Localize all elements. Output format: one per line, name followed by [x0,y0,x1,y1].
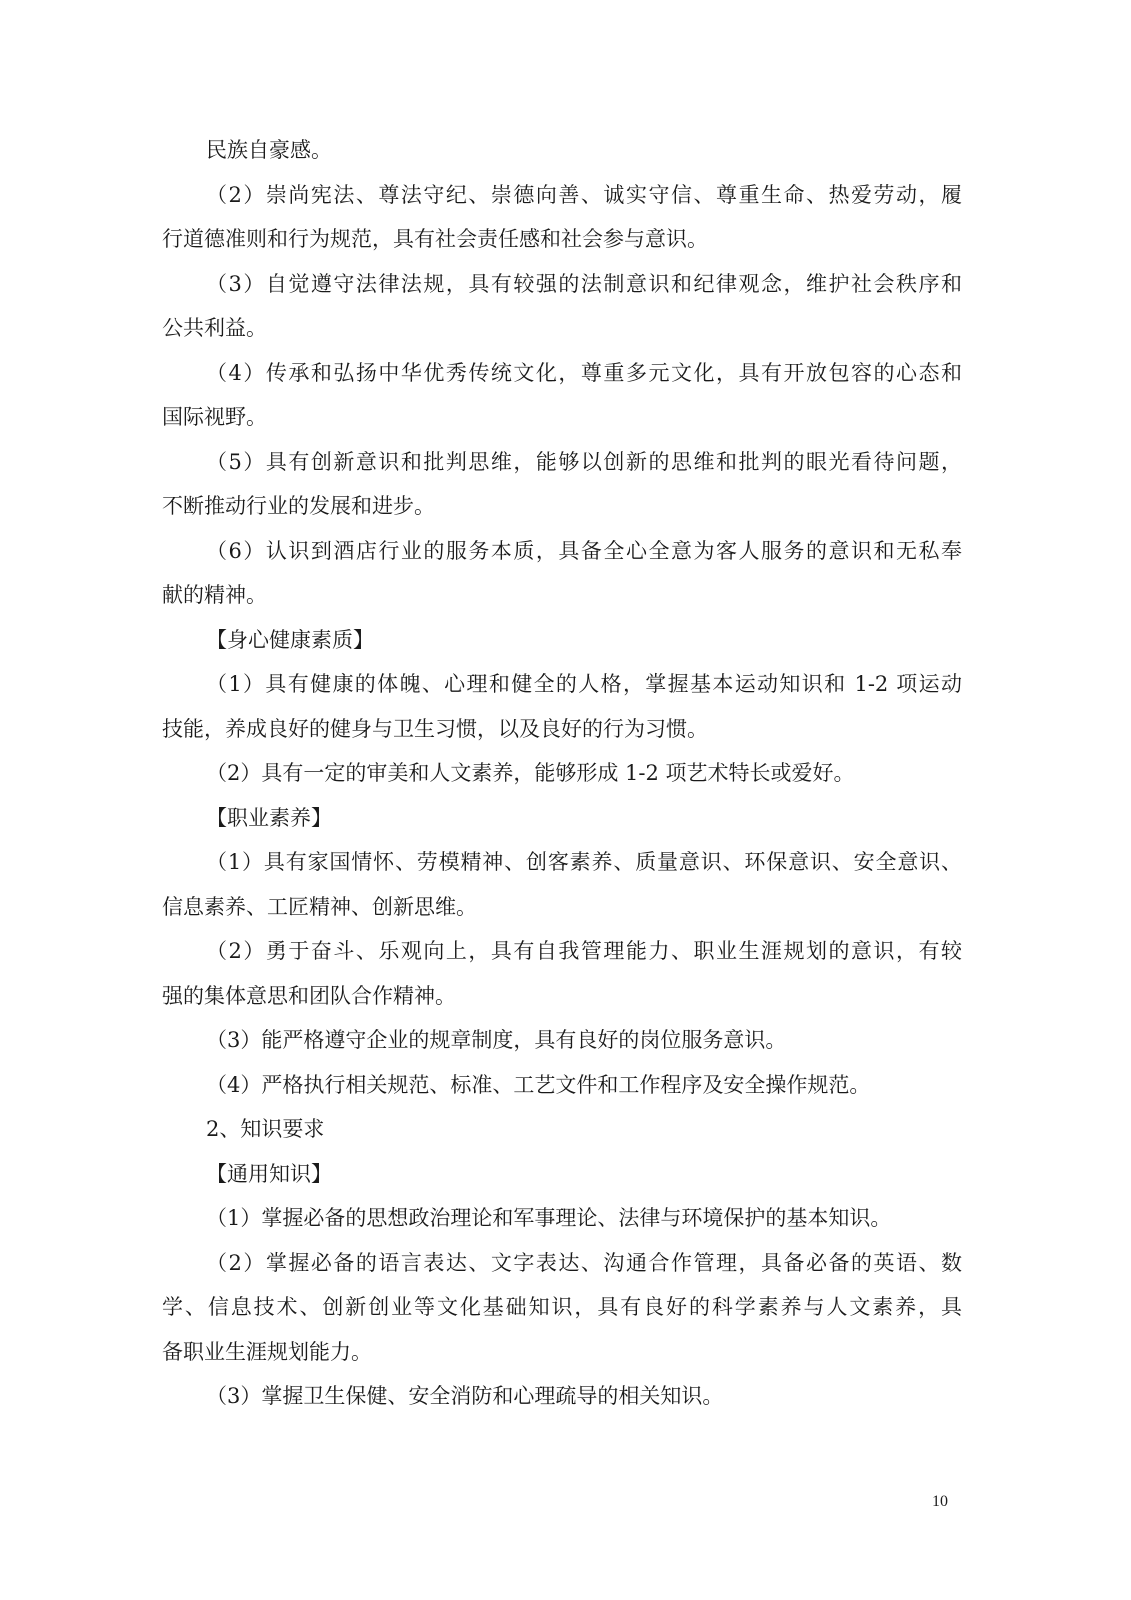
text-line: 不断推动行业的发展和进步。 [162,494,435,518]
text-line: 技能，养成良好的健身与卫生习惯，以及良好的行为习惯。 [162,716,708,741]
text-line: （4）严格执行相关规范、标准、工艺文件和工作程序及安全操作规范。 [206,1072,871,1097]
page-number: 10 [932,1493,948,1510]
text-line: （1）掌握必备的思想政治理论和军事理论、法律与环境保护的基本知识。 [206,1206,892,1230]
text-line: （2）勇于奋斗、乐观向上，具有自我管理能力、职业生涯规划的意识，有较 [206,939,962,963]
section-heading: 【身心健康素质】 [206,627,374,652]
text-line: （3）能严格遵守企业的规章制度，具有良好的岗位服务意识。 [206,1028,787,1052]
text-line: （6）认识到酒店行业的服务本质，具备全心全意为客人服务的意识和无私奉 [206,538,962,563]
text-line: （2）掌握必备的语言表达、文字表达、沟通合作管理，具备必备的英语、数 [206,1250,962,1275]
text-line: （5）具有创新意识和批判思维，能够以创新的思维和批判的眼光看待问题， [206,449,962,474]
text-line: （1）具有家国情怀、劳模精神、创客素养、质量意识、环保意识、安全意识、 [206,850,962,874]
section-heading: 【通用知识】 [206,1161,332,1186]
text-line: 强的集体意思和团队合作精神。 [162,983,456,1008]
section-heading: 【职业素养】 [206,805,332,830]
text-line: （3）自觉遵守法律法规，具有较强的法制意识和纪律观念，维护社会秩序和 [206,271,962,296]
text-line: （4）传承和弘扬中华优秀传统文化，尊重多元文化，具有开放包容的心态和 [206,360,962,385]
text-line: 民族自豪感。 [206,138,332,162]
text-line: （3）掌握卫生保健、安全消防和心理疏导的相关知识。 [206,1384,724,1408]
text-line: 公共利益。 [162,316,267,340]
text-line: （2）具有一定的审美和人文素养，能够形成 1-2 项艺术特长或爱好。 [206,761,855,785]
text-line: （2）崇尚宪法、尊法守纪、崇德向善、诚实守信、尊重生命、热爱劳动，履 [206,182,962,207]
text-line: 行道德准则和行为规范，具有社会责任感和社会参与意识。 [162,227,708,251]
text-line: 学、信息技术、创新创业等文化基础知识，具有良好的科学素养与人文素养，具 [162,1295,962,1319]
section-heading: 2、知识要求 [206,1117,325,1141]
text-line: 信息素养、工匠精神、创新思维。 [162,894,477,919]
body-text [162,128,962,1419]
text-line: 备职业生涯规划能力。 [162,1339,372,1364]
text-line: 献的精神。 [162,583,267,607]
text-line: （1）具有健康的体魄、心理和健全的人格，掌握基本运动知识和 1-2 项运动 [206,672,962,696]
text-line: 国际视野。 [162,405,267,429]
